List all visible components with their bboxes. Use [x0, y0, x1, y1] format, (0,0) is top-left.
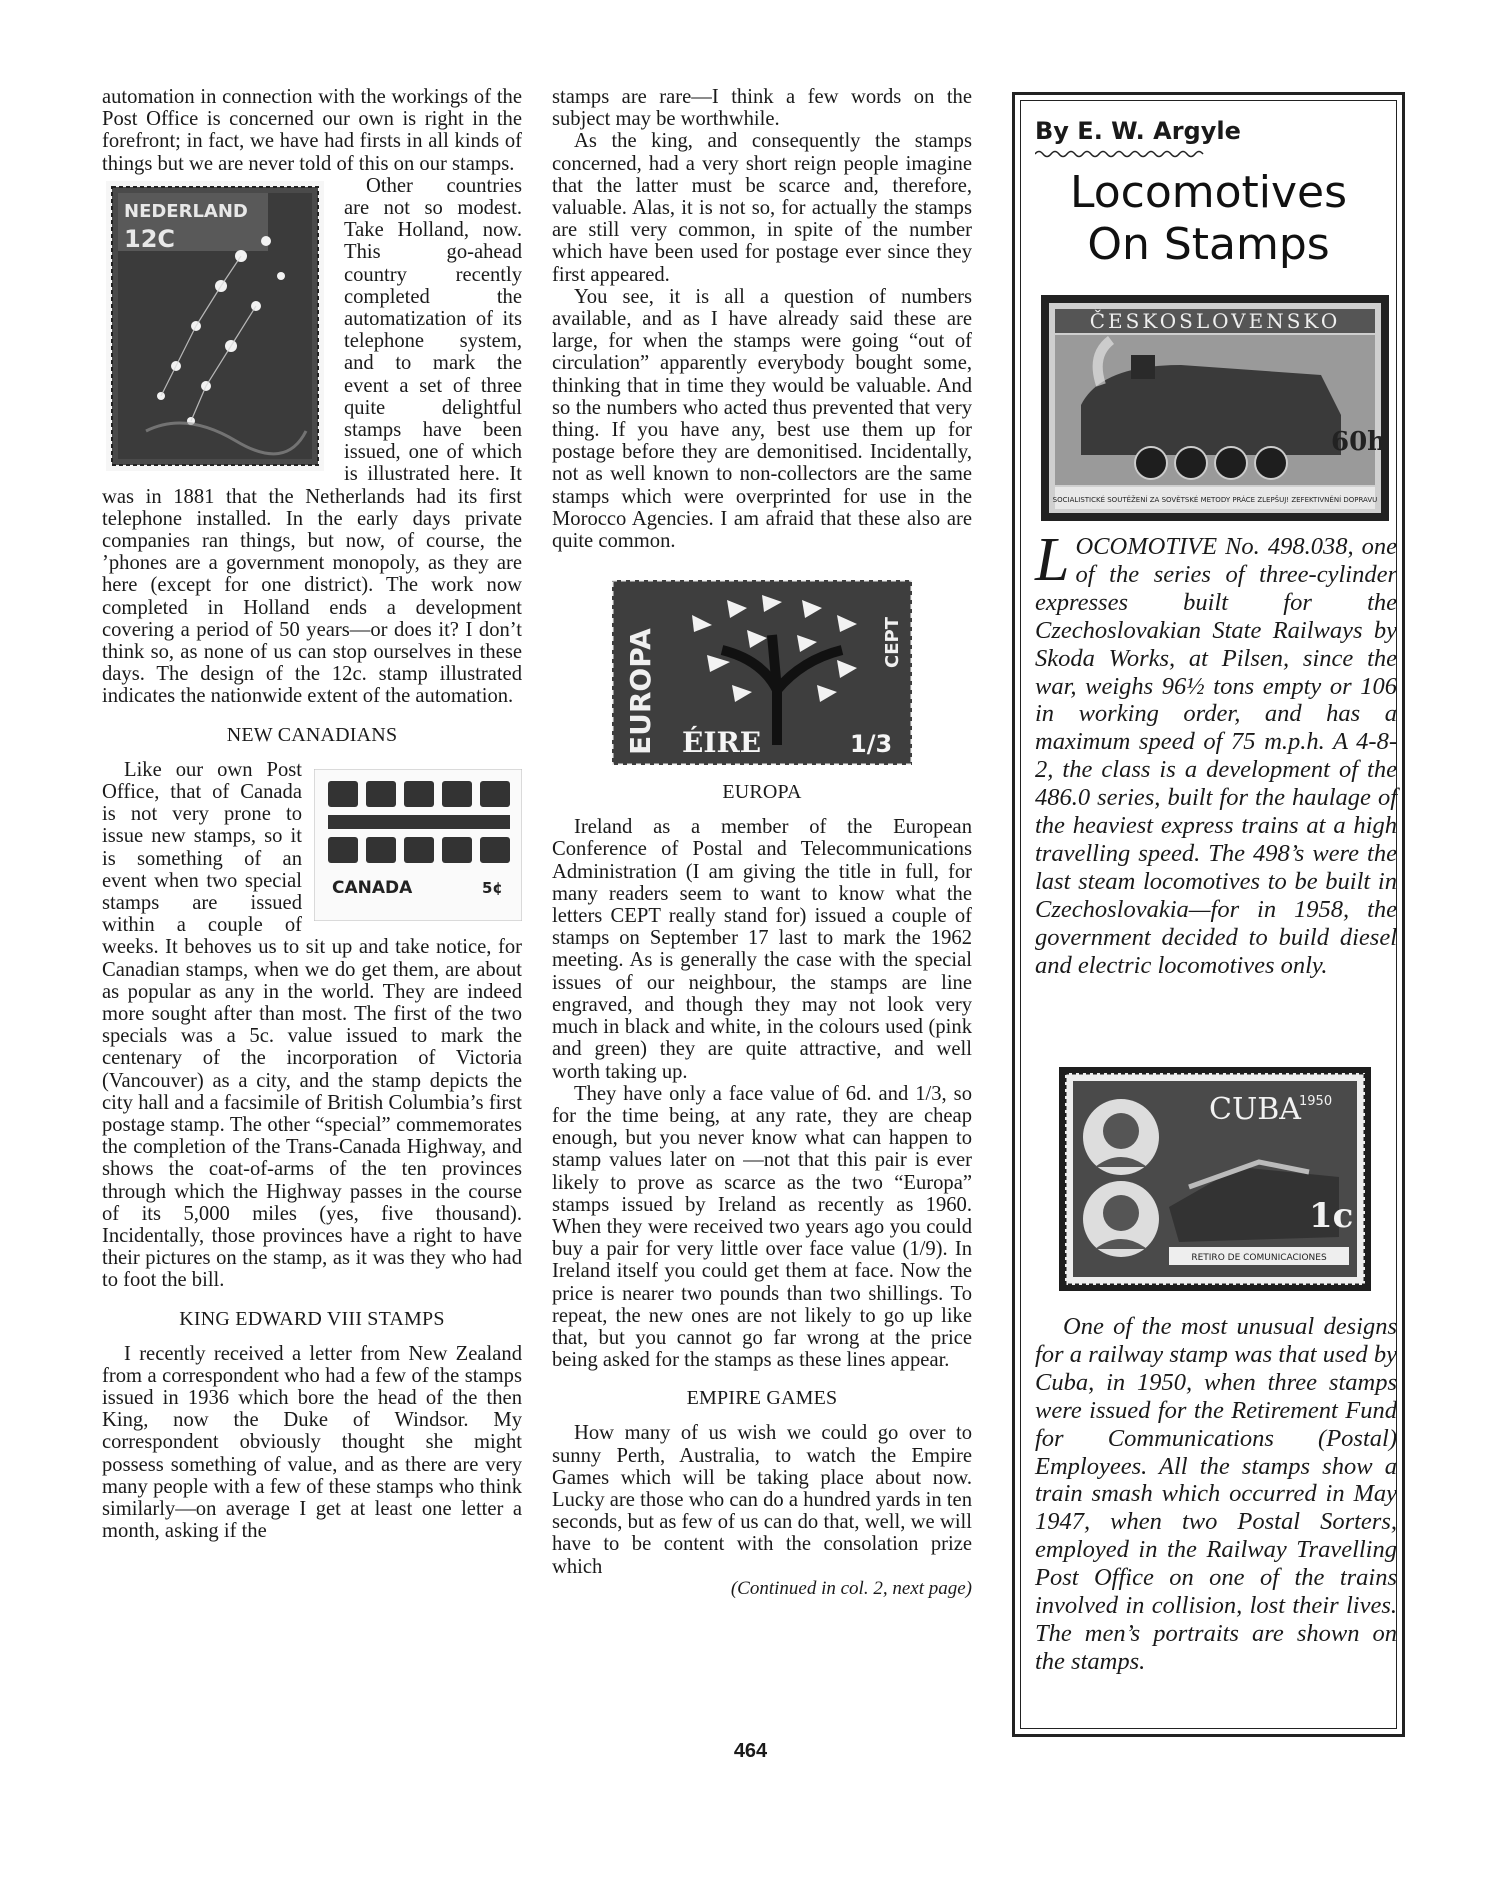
paragraph: Other countries are not so modest. Take Holland, now. This go-ahead country recently completed the automatization of its telephone system, and to mark the event a set of three quite delightful stamps have been issued, one of which is illustrated here. It was in 1881 that the Netherlands had its first telephone installed. In the early days private companies ran things, but now, of course, the ’phones are a government monopoly, as they are here (except for one district). The work now completed in Holland ends a development covering a period of 50 years—or does it? I don’t think so, as none of us can stop ourselves in these days. The design of the 12c. stamp illustrated indicates the nationwide extent of the automation.	[102, 174, 522, 708]
paragraph: I recently received a letter from New Zealand from a correspondent who had a few of the stamps issued in 1936 which bore the head of the then King, now the Duke of Windsor. My correspondent obviously thought she might possess something of value, and as there are very many people with a few of these stamps who think similarly—on average I get at least one letter a month, asking if the	[102, 1342, 522, 1543]
column-2	[552, 86, 972, 1600]
cuba-stamp-image	[1059, 1067, 1371, 1291]
stamp-country-label: CUBA	[1209, 1092, 1301, 1127]
paragraph: You see, it is all a question of numbers available, and as I have already said these are large, for when the stamps were going “out of circulation” apparently everybody bought some, thinking that in time they would be valuable. And so the numbers who acted thus prevented that very thing. If you have any, best use them up for postage before they are demonitised. Incidentally, not as well known to non-collectors are the same stamps which were overprinted for use in the Morocco Agencies. I am afraid that these also are quite common.	[552, 285, 972, 553]
paragraph: One of the most unusual designs for a railway stamp was that used by Cuba, in 1950, when three stamps were issued for the Retirement Fund for Communications (Postal) Employees. All the stamps show a train smash which occurred in May 1947, when two Postal Sorters, employed in the Railway Travelling Post Office on one of the trains involved in collision, lost their lives. The men’s portraits are shown on the stamps.	[1035, 1313, 1397, 1675]
stamp-country-label: ČESKOSLOVENSKO	[1089, 309, 1341, 333]
stamp-country-label: NEDERLAND	[124, 200, 248, 222]
stamp-country-label: CANADA	[332, 877, 413, 898]
canada-stamp-image	[314, 769, 522, 921]
paragraph-text: Like our own Post Office, that of Canada is not very prone to issue new stamps, so it is something of an event when two special stamps are issued within a couple of weeks. It behoves us to sit up and take notice, for Canadian stamps, when we do get them, are about as popular as any in the world. They are indeed more sought after than most. The first of the two specials was a 5c. value issued to mark the centenary of the incorporation of Victoria (Vancouver) as a city, and the stamp depicts the city hall and a facsimile of British Columbia’s first postage stamp. The other “special” commemorates the completion of the Trans-Canada Highway, and shows the coat-of-arms of the ten provinces through which the Highway passes in the course of its 5,000 miles (yes, five thousand). Incidentally, those provinces have a right to have their pictures on the stamp, as it was they who had to foot the bill.	[102, 758, 522, 1292]
wavy-rule	[1035, 149, 1205, 159]
byline: By E. W. Argyle	[1035, 117, 1241, 145]
stamp-caption: SOCIALISTICKÉ SOUTĚŽENÍ ZA SOVĚTSKÉ METODY PRÁCE ZLEPŠUJ! ZEFEKTIVNĚNÍ DOPRAVU	[1052, 496, 1378, 504]
stamp-value-label: 5¢	[482, 878, 503, 897]
paragraph: stamps are rare—I think a few words on the subject may be worthwhile.	[552, 86, 972, 131]
paragraph: How many of us wish we could go over to sunny Perth, Australia, to watch the Empire Games which will be taking place about now. Lucky are those who can do a hundred yards in ten seconds, but as few of us can do that, well, we will have to be content with the consolation prize which	[552, 1422, 972, 1578]
drop-cap: L	[1035, 526, 1070, 594]
stamp-side-label: CEPT	[882, 617, 903, 669]
eire-europa-stamp-image	[612, 580, 912, 765]
section-heading: KING EDWARD VIII STAMPS	[179, 1307, 445, 1330]
paragraph-text: OCOMOTIVE No. 498.038, one of the series of three-cylinder expresses built for the Czechoslovakian State Railways by Skoda Works, at Pilsen, since the war, weighs 96½ tons empty or 106 in working order, and has a maximum speed of 75 m.p.h. A 4-8-2, the class is a development of the 486.0 series, built for the haulage of the heaviest express trains at a high travelling speed. The 498’s were the last steam locomotives to be built in Czechoslovakia—for in 1958, the government decided to build diesel and electric locomotives only.	[1035, 533, 1397, 979]
sidebar-inner-border	[1020, 100, 1397, 1729]
section-heading: EUROPA	[722, 781, 802, 804]
sidebar-box	[1012, 92, 1405, 1737]
title-line: Locomotives	[1069, 167, 1348, 218]
stamp-country-label: ÉIRE	[682, 726, 762, 760]
paragraph: As the king, and consequently the stamps concerned, had a very short reign people imagine that the latter must be scarce and, therefore, valuable. Alas, it is not so, for actually the stamps are still very common, in spite of the number which have been used for postage ever since they first appeared.	[552, 130, 972, 286]
paragraph: Ireland as a member of the European Conference of Postal and Telecommunications Administration (I am giving the title in full, for many readers seem to want to know what the letters CEPT really stand for) issued a couple of stamps on September 17 last to mark the 1962 meeting. As is generally the case with the special issues of our neighbour, the stamps are line engraved, and though they may not look very much in black and white, in the colours used (pink and green) they are quite attractive, and well worth taking up.	[552, 816, 972, 1083]
section-heading: NEW CANADIANS	[226, 723, 398, 746]
czechoslovakia-stamp-image	[1041, 295, 1389, 521]
column-1	[102, 86, 522, 1542]
stamp-side-label: EUROPA	[624, 628, 657, 756]
article-title	[1021, 167, 1396, 271]
stamp-caption: RETIRO DE COMUNICACIONES	[1191, 1253, 1327, 1263]
page-number: 464	[733, 1740, 768, 1762]
paragraph: They have only a face value of 6d. and 1/3, so for the time being, at any rate, they are cheap enough, but you never know what can happen to stamp values later on —not that this pair is ever likely to prove as scarce as the two “Europa” stamps issued by Ireland as recently as 1960. When they were received two years ago you could buy a pair for very little over face value (1/9). In Ireland itself you could get them at face. Now the price is nearer two pounds than two shillings. To repeat, the new ones are not likely to go up like that, but you cannot go far wrong at the price being asked for the stamps as these lines appear.	[552, 1082, 972, 1372]
title-line: On Stamps	[1087, 219, 1330, 270]
section-heading: EMPIRE GAMES	[686, 1387, 838, 1410]
paragraph	[102, 759, 522, 1292]
netherlands-stamp-image	[106, 181, 324, 471]
stamp-value-label: 60h	[1331, 427, 1387, 457]
stamp-value-label: 12C	[124, 224, 176, 253]
paragraph	[1035, 526, 1397, 980]
continued-note: (Continued in col. 2, next page)	[730, 1577, 972, 1599]
paragraph: automation in connection with the workings of the Post Office is concerned our own is right in the forefront; in fact, we have had firsts in all kinds of things but we are never told of this on our stamps.	[102, 86, 522, 175]
stamp-value-label: 1c	[1309, 1196, 1354, 1236]
stamp-year-label: 1950	[1299, 1094, 1333, 1109]
stamp-value-label: 1/3	[850, 730, 893, 759]
